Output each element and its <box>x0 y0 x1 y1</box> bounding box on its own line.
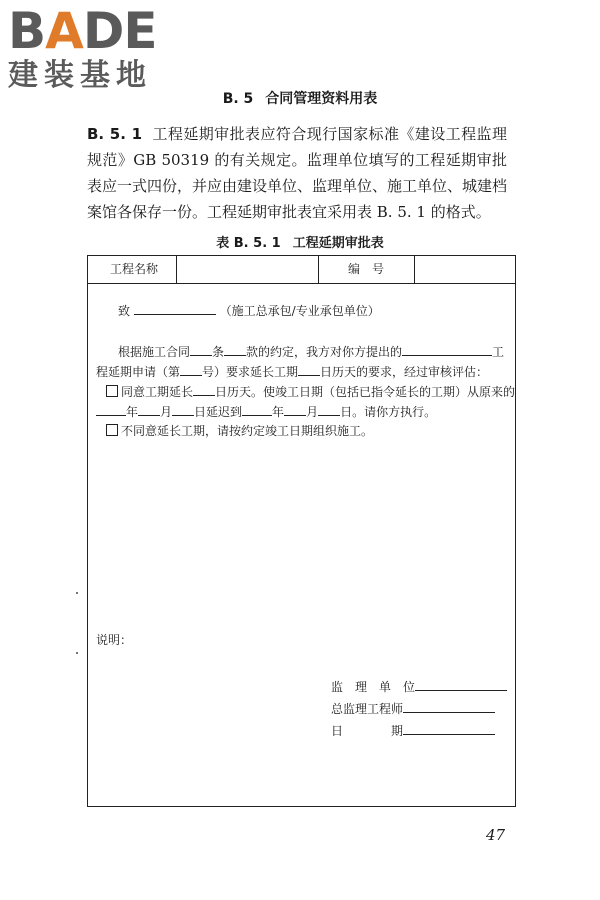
sign-date-line: 日 期 <box>331 721 495 740</box>
table-number: 表 B. 5. 1 <box>216 236 281 251</box>
logo-chinese-name: 建装基地 <box>8 58 152 93</box>
divider <box>318 256 319 283</box>
section-title: 合同管理资料用表 <box>265 91 378 107</box>
request-number-field[interactable] <box>180 362 202 376</box>
extension-approval-form <box>87 255 516 807</box>
logo-accent-letter: A <box>45 2 83 60</box>
date-line: 年 月 日延迟到 年 月 日。请你方执行。 <box>96 402 436 421</box>
form-body <box>88 283 515 806</box>
disagree-option: 不同意延长工期，请按约定竣工日期组织施工。 <box>106 422 373 440</box>
original-day-field[interactable] <box>172 402 194 416</box>
scan-speck <box>76 592 78 594</box>
divider <box>414 256 415 283</box>
supervision-unit-field[interactable] <box>415 677 507 691</box>
section-number: B. 5 <box>222 91 254 107</box>
note-label: 说明： <box>96 633 133 647</box>
number-label: 编 号 <box>348 262 385 276</box>
original-year-field[interactable] <box>96 402 126 416</box>
new-day-field[interactable] <box>318 402 340 416</box>
section-heading <box>0 88 600 108</box>
request-line: 程延期申请（第 号）要求延长工期 日历天的要求，经过审核评估： <box>96 362 488 381</box>
contract-line: 根据施工合同 条 款的约定，我方对你方提出的 工 <box>118 342 504 361</box>
clause-text: 工程延期审批表应符合现行国家标准《建设工程监理规范》GB 50319 的有关规定。监理单位填写的工程延期审批表应一式四份，并应由建设单位、监理单位、施工单位、城建档案馆各保存一份。工程延期审批表宜采用表 B. 5. 1 的格式。 <box>87 125 508 221</box>
scan-speck <box>76 652 78 654</box>
chief-engineer-field[interactable] <box>403 699 495 713</box>
chief-engineer-line: 总监理工程师 <box>331 699 495 718</box>
addressee-line: 致 （施工总承包/专业承包单位） <box>118 301 380 320</box>
new-month-field[interactable] <box>284 402 306 416</box>
logo-wordmark: BADE <box>8 2 157 60</box>
brand-logo <box>8 4 178 94</box>
supervision-unit-line: 监 理 单 位 <box>331 677 507 696</box>
clause-paragraph <box>87 121 507 225</box>
approved-days-field[interactable] <box>193 382 215 396</box>
table-title: 工程延期审批表 <box>292 236 384 251</box>
number-field[interactable] <box>416 256 513 283</box>
agree-option: 同意工期延长 日历天。使竣工日期（包括已指令延长的工期）从原来的 <box>106 382 515 401</box>
table-caption <box>0 232 600 251</box>
form-header-row <box>88 256 515 284</box>
requested-days-field[interactable] <box>298 362 320 376</box>
divider <box>176 256 177 283</box>
disagree-checkbox-icon[interactable] <box>106 424 118 436</box>
agree-checkbox-icon[interactable] <box>106 385 118 397</box>
sign-date-field[interactable] <box>403 721 495 735</box>
clause-number: B. 5. 1 <box>87 125 143 143</box>
project-name-field[interactable] <box>178 256 316 283</box>
application-field[interactable] <box>402 342 492 356</box>
addressee-field[interactable] <box>134 301 216 315</box>
original-month-field[interactable] <box>138 402 160 416</box>
clause-field[interactable] <box>190 342 212 356</box>
project-name-label: 工程名称 <box>110 262 159 276</box>
new-year-field[interactable] <box>242 402 272 416</box>
item-field[interactable] <box>224 342 246 356</box>
page-number: 47 <box>486 826 506 844</box>
